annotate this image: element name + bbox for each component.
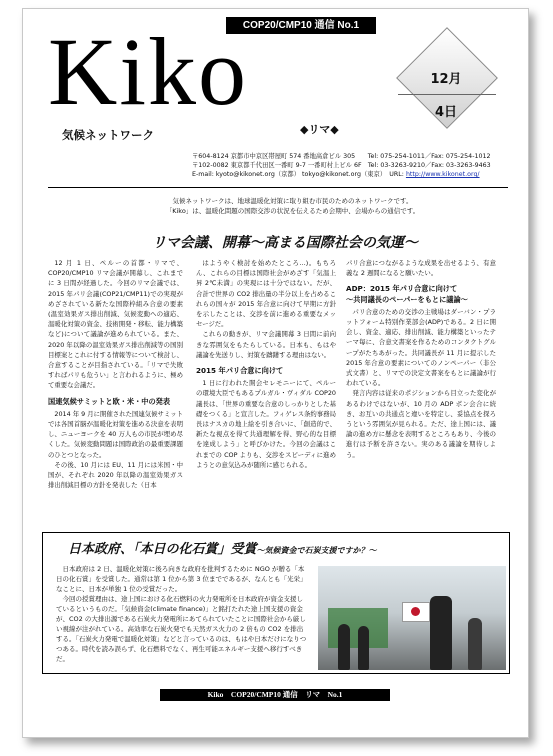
intro-text: 気候ネットワークは、地球温暖化対策に取り組む市民のためのネットワークです。 「Kiko」は、温暖化問題の国際交渉の状況を伝えるため会期中、会場からの通信です。 — [165, 197, 420, 215]
section-heading: ADP：2015 年パリ合意に向けて ～共同議長のペーパーをもとに議論～ — [346, 284, 468, 304]
photo-person — [468, 618, 482, 670]
date-month: 12月 — [430, 72, 462, 87]
issue-label: COP20/CMP10 通信 No.1 — [226, 17, 376, 34]
email-line: E-mail: kyoto@kikonet.org（京都） tokyo@kikonet.org（東京） URL: http://www.kikonet.org/ — [192, 171, 480, 178]
address-tokyo: 〒102-0082 東京都千代田区一番町 9-7 一番町村上ビル 6F Tel: 03-3263-9210／Fax: 03-3263-9463 — [192, 162, 491, 169]
feature-title: 日本政府、「本日の化石賞」受賞～気候資金で石炭支援ですか？～ — [68, 542, 377, 557]
date-day: 4日 — [434, 105, 458, 120]
paragraph: パリ合意のための交渉の主戦場はダーバン・プラットフォーム特別作業部会(ADP)である。2 日に開会し、資金、適応、排出削減、能力構築といったテーマ毎に、合意文書案を作るためのコンタクトグループがたちあがった。共同議長が 11 月に提示した 2015 年合意の要素についてのノンペーパー（非公式文書）と、リマでの決定文書案をもとに議論が行われている。 — [346, 307, 496, 388]
paragraph: 12 月 1 日、ペルーの首都・リマで、COP20/CMP10 リマ会議が開幕し、これまでに 3 日間が経過した。今回のリマ会議では、2015 年パリ会議(COP21/CMP11)での実現がめざされている新たな国際枠組み合意の要素(温室効果ガス排出削減、気候変動への適応、温暖化対策の資金、技術開発・移転、能力構築など)について議論が進められている。また、2020 年以降の温室効果ガス排出削減等の国別目標案とこれに付する情報等について検討し、合意することが目指されている。「リマで失敗すればパリも危うい」と言われるように、極めて重要な会議だ。 — [48, 259, 183, 390]
header-rule — [48, 187, 508, 188]
section-heading: 国連気候サミットと欧・米・中の発表 — [48, 396, 171, 406]
feature-text — [56, 564, 308, 664]
paragraph: パリ合意につながるような成果を出せるよう、有意義な 2 週間になると願いたい。 — [346, 259, 496, 278]
paragraph: 今回の授賞理由は、途上国における化石燃料の火力発電所を日本政府が資金支援しているというものだ。「気候資金(climate finance)」と銘打たれた途上国支援の資金が、CO2 の大排出源である石炭火力発電所にあてられていたことに国際社会から厳しい視線が注がれている。高効率な石炭火発でも天然ガス火力の 2 倍もの CO2 を排出する。「石炭火力発電で温暖化対策」などと言っているのは、もはや日本だけになりつつある。時代を読み誤らず、化石燃料でなく、再生可能エネルギー支援へ移行すべきだ。 — [56, 595, 307, 663]
kiko-logo: Kiko — [48, 18, 248, 125]
paragraph: 1 日に行われた開会セレモニーにて、ペルーの環境大臣でもあるプルガル・ヴィダル COP20 議長は、「世界の重要な合意のしっかりとした基礎をつくる」と宣言した。フィゲレス条約事務局長はナスカの地上絵を引き合いに、「創造的で、新たな視点を得て共通理解を得、野心的な目標を達成しよう」と呼びかけた。今回の会議はこれまでの COP よりも、交渉をスピーディに進めようとの意気込みが随所に感じられる。 — [196, 379, 336, 469]
paragraph: 日本政府は 2 日、温暖化対策に後ろ向きな政府を批判するために NGO が贈る「本日の化石賞」を受賞した。通常は第 1 位から第 3 位までであるが、なんとも「光栄」なことに、日本が単独 1 位の受賞だった。 — [56, 565, 307, 593]
section-heading: 2015 年パリ合意に向けて — [196, 366, 284, 376]
main-headline: リマ会議、開幕～高まる国際社会の気運～ — [152, 235, 418, 251]
website-link[interactable]: http://www.kikonet.org/ — [405, 171, 480, 178]
column-1 — [48, 258, 183, 490]
photo-person — [430, 596, 452, 670]
column-3 — [346, 258, 496, 460]
photo-person — [358, 626, 369, 670]
japan-flag-icon — [402, 602, 430, 622]
date-divider — [398, 94, 496, 95]
paragraph: 2014 年 9 月に開催された国連気候サミットでは各国首脳が温暖化対策を進める決意を表明し、ニューヨークを 40 万人もの市民が埋め尽くした。気候変動問題は国際政治の最重要課題のひとつとなった。 — [48, 409, 183, 459]
photo-person — [338, 624, 350, 670]
paragraph: これらの動きが、リマ会議開幕 3 日間に前向きな雰囲気をもたらしている。日本も、もはや議論を先送りし、対策を躊躇する理由はない。 — [196, 330, 336, 359]
paragraph: はようやく検討を始めたところ…)。もちろん、これらの目標は国際社会がめざす「気温上昇 2℃未満」の実現には十分ではない。だが、合計で世界の CO2 排出量の半分以上を占めるこれらの国々が 2015 年合意に向けて早期に方針を示したことは、交渉を前に進める重要なメッセージだ。 — [196, 259, 336, 329]
footer-bar: Kiko COP20/CMP10 通信 リマ No.1 — [160, 689, 390, 701]
contact-block — [192, 152, 492, 179]
address-kyoto: 〒604-8124 京都市中京区帯屋町 574 番地高倉ビル 305 Tel: 075-254-1011／Fax: 075-254-1012 — [192, 153, 491, 160]
award-photo — [318, 566, 506, 670]
feature-subtitle: ～気候資金で石炭支援ですか？～ — [256, 546, 377, 555]
paragraph: 発言内容は従来のポジションから目立った変化があるわけではないが、10 月の ADP ボン会合に続き、お互いの共通点と違いを特定し、妥協点を探ろうという雰囲気が見られる。ただ、途上国には、議論の進め方に懸念を表明するところもあり、今後の進行は予断を許さない。実のある議論を期待しよう。 — [346, 389, 496, 459]
paragraph: その後、10 月には EU、11 月には米国・中国が、それぞれ 2020 年以降の温室効果ガス排出削減目標の方針を発表した（日本 — [48, 460, 183, 490]
org-name: 気候ネットワーク — [62, 128, 154, 142]
rima-label: ◆リマ◆ — [300, 123, 339, 136]
column-2 — [196, 258, 336, 470]
